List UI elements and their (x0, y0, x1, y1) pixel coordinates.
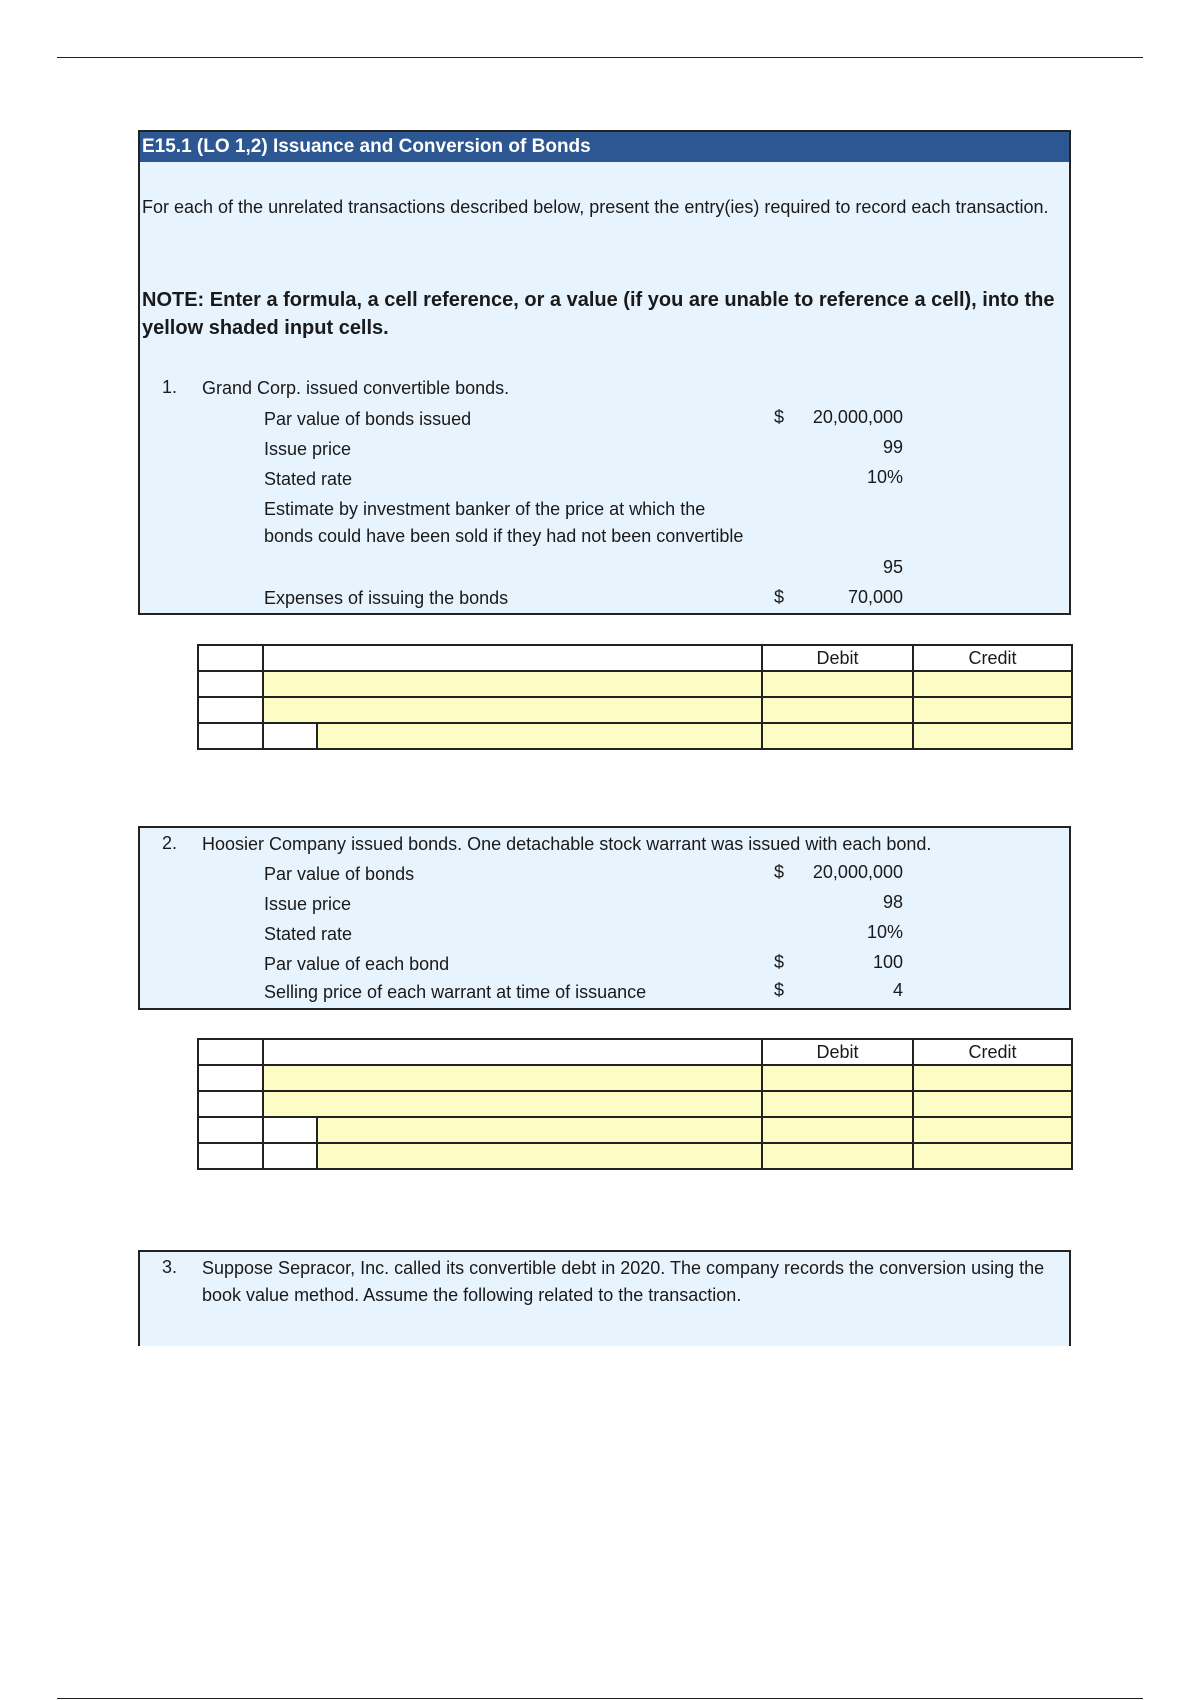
journal-entry-table-1 (197, 644, 1073, 750)
top-rule (57, 57, 1143, 58)
problem-1-number: 1. (162, 377, 178, 397)
p1-row-dollar: $ (774, 587, 785, 607)
credit-header: Credit (913, 645, 1072, 671)
p1-row-value: 95 (882, 557, 903, 577)
p2-row-value: 10% (866, 922, 903, 942)
journal-header-row (198, 645, 1072, 671)
account-input[interactable] (263, 1065, 762, 1091)
account-header-cell (263, 645, 762, 671)
p2-row-value: 20,000,000 (812, 862, 903, 882)
account-input[interactable] (263, 1091, 762, 1117)
p1-row-value: 70,000 (847, 587, 903, 607)
debit-input[interactable] (762, 1091, 913, 1117)
exercise-title: E15.1 (LO 1,2) Issuance and Conversion of Bonds (140, 132, 1069, 162)
intro-text: For each of the unrelated transactions described below, present the entry(ies) required to record each transaction. (142, 197, 1049, 217)
p1-row-value: 10% (866, 467, 903, 487)
debit-input[interactable] (762, 671, 913, 697)
debit-input[interactable] (762, 1143, 913, 1169)
p2-row-value: 4 (892, 980, 903, 1000)
date-cell[interactable] (198, 1117, 263, 1143)
account-input-indented[interactable] (263, 1117, 762, 1143)
account-header-cell (263, 1039, 762, 1065)
p1-row-label: Par value of bonds issued (264, 409, 472, 429)
date-cell[interactable] (198, 1091, 263, 1117)
date-cell[interactable] (198, 697, 263, 723)
journal-row (198, 1117, 1072, 1143)
p2-row-label: Par value of bonds (264, 864, 415, 884)
date-cell[interactable] (198, 671, 263, 697)
journal-entry-table-2 (197, 1038, 1073, 1170)
p2-row-dollar: $ (774, 862, 785, 882)
bottom-rule (57, 1698, 1143, 1699)
credit-input[interactable] (913, 1065, 1072, 1091)
date-cell[interactable] (198, 723, 263, 749)
p2-row-label: Stated rate (264, 924, 353, 944)
p1-row-label: Stated rate (264, 469, 353, 489)
journal-row (198, 723, 1072, 749)
p2-row-dollar: $ (774, 952, 785, 972)
p1-row-label: Estimate by investment banker of the price at which the bonds could have been sold if they had not been convertible (264, 499, 744, 546)
journal-row (198, 1091, 1072, 1117)
problem-1-panel (138, 130, 1071, 615)
debit-header: Debit (762, 1039, 913, 1065)
p1-row-dollar: $ (774, 407, 785, 427)
account-input-indented[interactable] (263, 1143, 762, 1169)
problem-3-panel (138, 1250, 1071, 1346)
p2-row-label: Issue price (264, 894, 352, 914)
journal-row (198, 697, 1072, 723)
date-header-cell (198, 645, 263, 671)
credit-header: Credit (913, 1039, 1072, 1065)
journal-row (198, 671, 1072, 697)
journal-header-row (198, 1039, 1072, 1065)
account-input-indented[interactable] (263, 723, 762, 749)
debit-input[interactable] (762, 1117, 913, 1143)
credit-input[interactable] (913, 723, 1072, 749)
problem-3-description: Suppose Sepracor, Inc. called its convertible debt in 2020. The company records the conversion using the book value method. Assume the following related to the transaction. (202, 1258, 1045, 1305)
problem-2-panel (138, 826, 1071, 1010)
p1-row-value: 99 (882, 437, 903, 457)
p2-row-dollar: $ (774, 980, 785, 1000)
account-input[interactable] (263, 697, 762, 723)
debit-header: Debit (762, 645, 913, 671)
credit-input[interactable] (913, 697, 1072, 723)
p1-row-label: Issue price (264, 439, 352, 459)
problem-2-description: Hoosier Company issued bonds. One detachable stock warrant was issued with each bond. (202, 834, 932, 854)
journal-row (198, 1065, 1072, 1091)
credit-input[interactable] (913, 1117, 1072, 1143)
debit-input[interactable] (762, 723, 913, 749)
account-input[interactable] (263, 671, 762, 697)
p2-row-value: 98 (882, 892, 903, 912)
date-cell[interactable] (198, 1065, 263, 1091)
p2-row-value: 100 (872, 952, 903, 972)
date-header-cell (198, 1039, 263, 1065)
credit-input[interactable] (913, 1143, 1072, 1169)
credit-input[interactable] (913, 1091, 1072, 1117)
p2-row-label: Selling price of each warrant at time of issuance (264, 982, 647, 1002)
p2-row-label: Par value of each bond (264, 954, 450, 974)
note-text: NOTE: Enter a formula, a cell reference, or a value (if you are unable to reference a cell), into the yellow shaded input cells. (142, 289, 1055, 339)
problem-1-description: Grand Corp. issued convertible bonds. (202, 378, 510, 398)
journal-row (198, 1143, 1072, 1169)
debit-input[interactable] (762, 697, 913, 723)
problem-2-number: 2. (162, 833, 178, 853)
problem-3-number: 3. (162, 1257, 178, 1277)
date-cell[interactable] (198, 1143, 263, 1169)
p1-row-label: Expenses of issuing the bonds (264, 588, 509, 608)
p1-row-value: 20,000,000 (812, 407, 903, 427)
credit-input[interactable] (913, 671, 1072, 697)
debit-input[interactable] (762, 1065, 913, 1091)
